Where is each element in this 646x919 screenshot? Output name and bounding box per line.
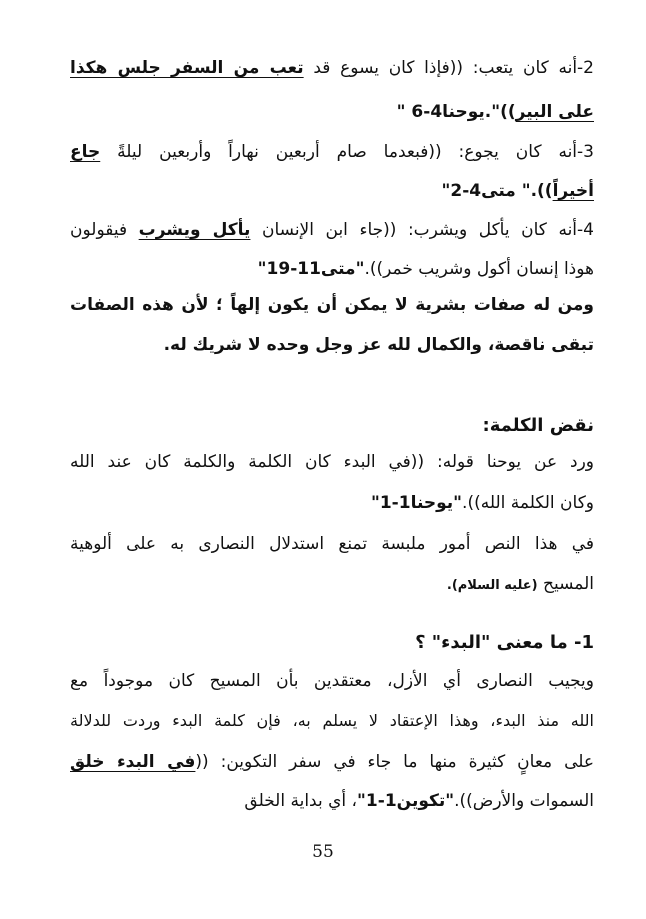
question-line-1: ويجيب النصارى أي الأزل، معتقدين بأن المسيح كان موجوداً مع (70, 671, 594, 691)
page-number: 55 (312, 842, 334, 862)
section-p2-line-1: في هذا النص أمور ملبسة تمنع استدلال النصارى به على ألوهية (70, 534, 594, 554)
question-line-3: على معانٍ كثيرة منها ما جاء في سفر التكوين: ((في البدء خلق (70, 752, 595, 772)
line-eats-1: 4-أنه كان يأكل ويشرب: ((جاء ابن الإنسان يأكل ويشرب فيقولون (70, 220, 594, 240)
question-line-2: الله منذ البدء، وهذا الإعتقاد لا يسلم به، فإن كلمة البدء وردت للدلالة (70, 711, 594, 730)
line-hungry-2: أخيراً))." متى4-2" (441, 181, 594, 201)
question-line-4: السموات والأرض))."تكوين1-1"، أي بداية الخلق (244, 791, 594, 811)
conclusion-line-2: تبقى ناقصة، والكمال لله عز وجل وحده لا شريك له. (163, 335, 594, 355)
line-tired-2: على البير))".يوحنا4-6 " (396, 102, 594, 122)
section-p1-line-2: وكان الكلمة الله))."يوحنا1-1" (370, 493, 594, 513)
conclusion-line-1: ومن له صفات بشرية لا يمكن أن يكون إلهاً ؛ لأن هذه الصفات (70, 295, 594, 315)
section-p1-line-1: ورد عن يوحنا قوله: ((في البدء كان الكلمة والكلمة كان عند الله (70, 452, 594, 472)
line-eats-2: هوذا إنسان أكول وشريب خمر))."متى11-19" (257, 259, 594, 279)
question-title: 1- ما معنى "البدء" ؟ (415, 632, 594, 653)
section-title: نقض الكلمة: (482, 415, 594, 436)
section-p2-line-2: المسيح (عليه السلام). (446, 574, 594, 594)
line-hungry-1: 3-أنه كان يجوع: ((فبعدما صام أربعين نهاراً وأربعين ليلةً جاع (70, 142, 594, 162)
line-tired-1: 2-أنه كان يتعب: ((فإذا كان يسوع قد تعب من السفر جلس هكذا (70, 58, 594, 78)
